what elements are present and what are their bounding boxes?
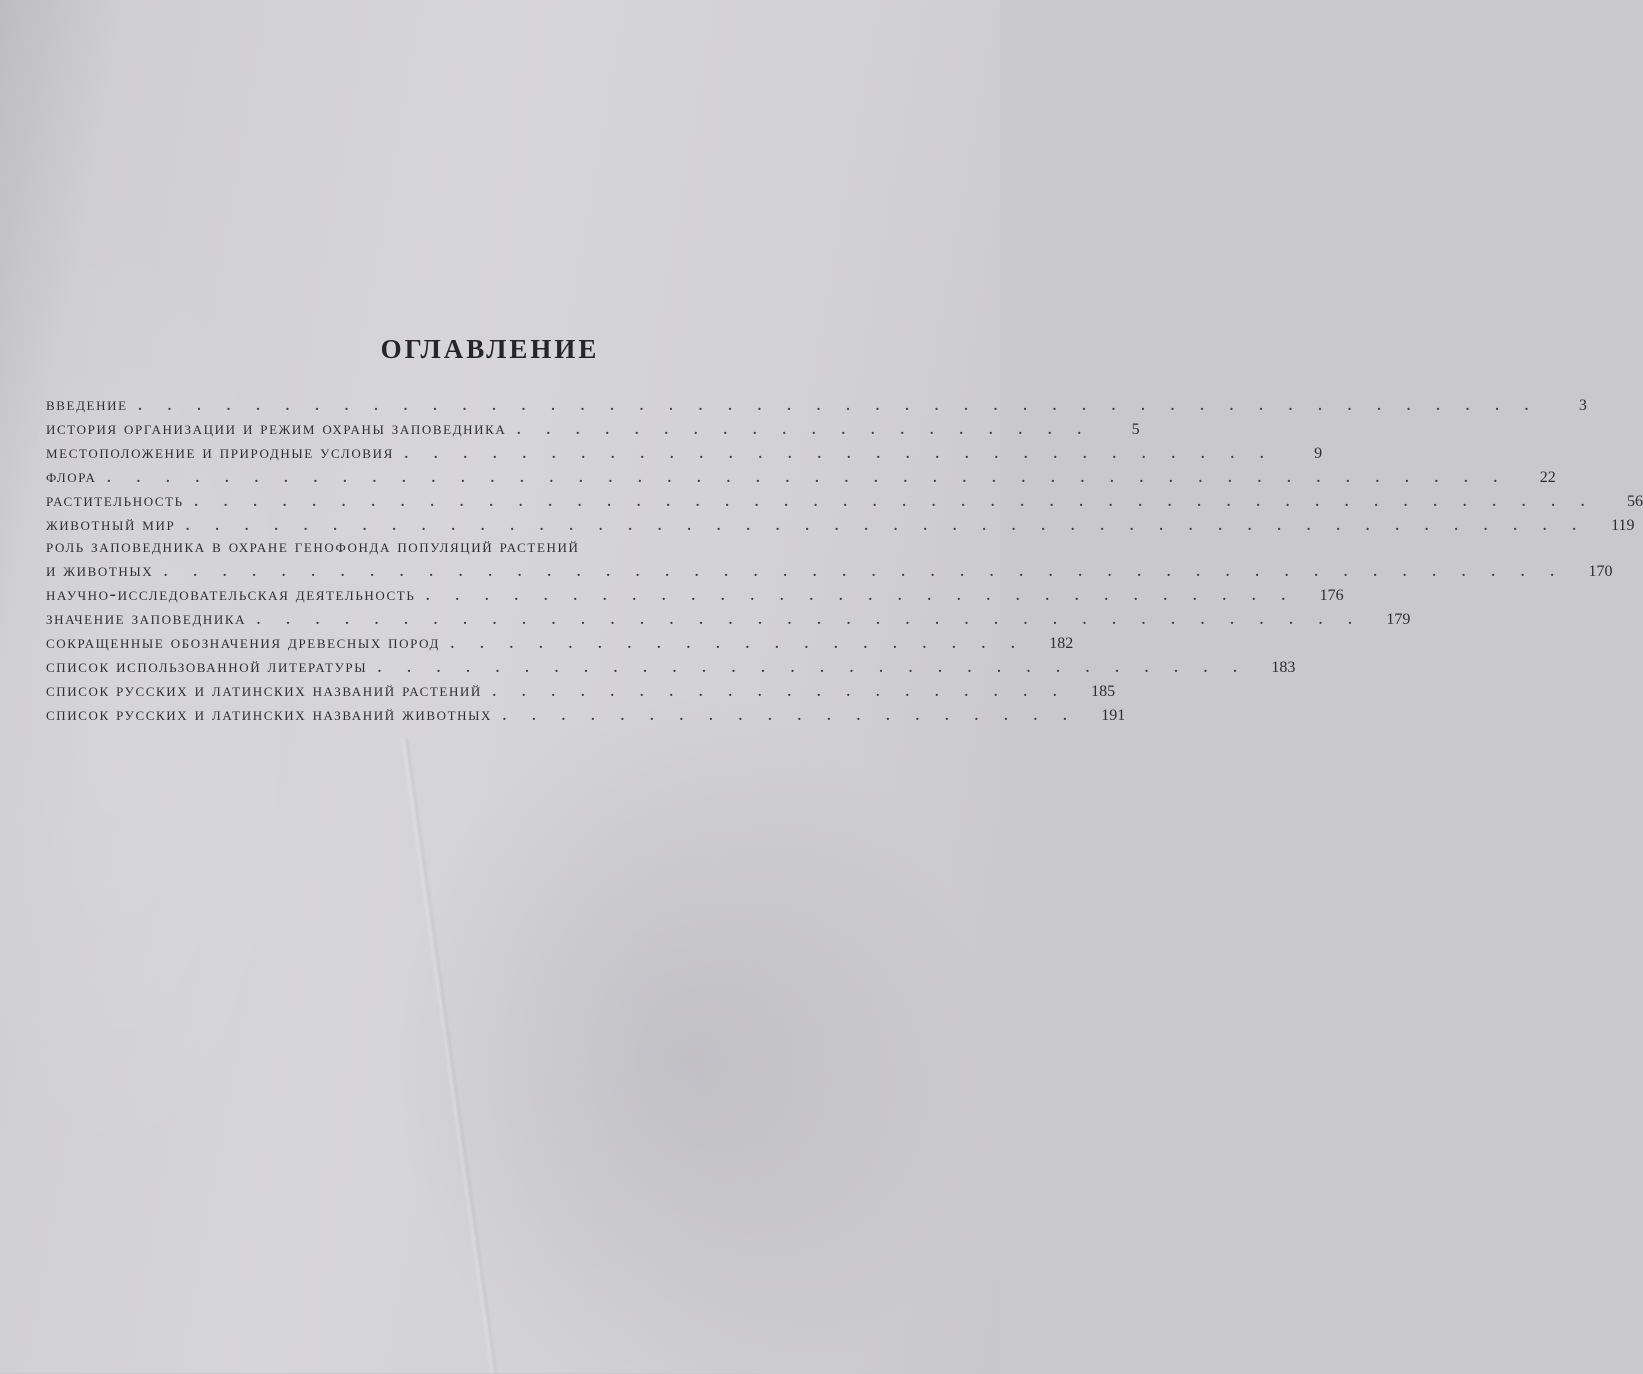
toc-entry-title-continued: и животных xyxy=(46,560,154,581)
leader-dots: . . . . . . . . . . . . . . . . . . . . . . . . . . . . . . . . . . . . . . . . . . . . . . . . xyxy=(137,394,1539,415)
toc-entry-title: сокращенные обозначения древесных пород xyxy=(46,632,440,653)
leader-dots: . . . . . . . . . . . . . . . . . . . . . . . . . . . . . . . . . . . . . . xyxy=(256,608,1363,629)
toc-entry-location xyxy=(46,440,1323,464)
toc-entry-genepool-line2 xyxy=(46,558,1613,582)
toc-entry-page: 5 xyxy=(1131,421,1140,438)
toc-entry-fauna xyxy=(46,512,1635,536)
toc-entry-page: 56 xyxy=(1626,493,1643,510)
toc-entry-title: список русских и латинских названий растений xyxy=(46,680,482,701)
toc-entry-page: 183 xyxy=(1271,659,1296,676)
toc-entry-significance xyxy=(46,606,1411,630)
toc-entry-page: 170 xyxy=(1588,563,1613,580)
toc-entry-title: значение заповедника xyxy=(46,608,247,629)
leader-dots: . . . . . . . . . . . . . . . . . . . . xyxy=(502,704,1078,725)
toc-entry-introduction xyxy=(46,392,1587,416)
toc-entry-page: 182 xyxy=(1049,635,1074,652)
toc-entry-history xyxy=(46,416,1140,440)
leader-dots: . . . . . . . . . . . . . . . . . . . . xyxy=(449,632,1026,653)
toc-entry-title: научно-исследовательская деятельность xyxy=(46,584,416,605)
paper-fold xyxy=(400,739,499,1374)
leader-dots: . . . . . . . . . . . . . . . . . . . . . . . . . . . . . . xyxy=(377,656,1248,677)
toc-entry-title: список русских и латинских названий животных xyxy=(46,704,493,725)
toc-entry-animal-names xyxy=(46,702,1126,726)
toc-entry-abbreviations xyxy=(46,630,1074,654)
toc-entry-literature xyxy=(46,654,1296,678)
toc-entry-title: флора xyxy=(46,466,97,487)
leader-dots: . . . . . . . . . . . . . . . . . . . . . . . . . . . . . . xyxy=(425,584,1296,605)
leader-dots: . . . . . . . . . . . . . . . . . . . . . . . . . . . . . . . . . . . . . . . . . . . . . . . . xyxy=(106,466,1508,487)
toc-entry-vegetation xyxy=(46,488,1643,512)
toc-entry-plant-names xyxy=(46,678,1116,702)
table-of-contents xyxy=(46,392,1643,726)
toc-entry-title: история организации и режим охраны заповедника xyxy=(46,418,507,439)
toc-entry-genepool-line1 xyxy=(46,536,930,558)
page-title: ОГЛАВЛЕНИЕ xyxy=(380,334,600,364)
leader-dots: . . . . . . . . . . . . . . . . . . . . . . . . . . . . . . xyxy=(403,442,1275,463)
toc-entry-flora xyxy=(46,464,1556,488)
toc-entry-research xyxy=(46,582,1344,606)
leader-dots: . . . . . . . . . . . . . . . . . . . . xyxy=(516,418,1092,439)
toc-entry-title: роль заповедника в охране генофонда популяций растений xyxy=(46,536,580,557)
leader-dots: . . . . . . . . . . . . . . . . . . . . xyxy=(491,680,1068,701)
toc-entry-page: 119 xyxy=(1611,517,1635,534)
toc-entry-title: животный мир xyxy=(46,514,176,535)
leader-dots: . . . . . . . . . . . . . . . . . . . . . . . . . . . . . . . . . . . . . . . . . . . . . . . . xyxy=(163,560,1565,581)
toc-entry-page: 9 xyxy=(1314,445,1323,462)
toc-entry-page: 185 xyxy=(1091,683,1116,700)
toc-entry-title: введение xyxy=(46,394,128,415)
toc-entry-title: список использованной литературы xyxy=(46,656,368,677)
toc-entry-title: растительность xyxy=(46,490,184,511)
toc-entry-title: местоположение и природные условия xyxy=(46,442,394,463)
toc-entry-page: 176 xyxy=(1319,587,1344,604)
leader-dots: . . . . . . . . . . . . . . . . . . . . . . . . . . . . . . . . . . . . . . . . . . . . . . . . xyxy=(185,514,1587,535)
toc-entry-page: 191 xyxy=(1101,707,1126,724)
toc-entry-page: 3 xyxy=(1578,397,1587,414)
toc-entry-page: 179 xyxy=(1386,611,1411,628)
leader-dots: . . . . . . . . . . . . . . . . . . . . . . . . . . . . . . . . . . . . . . . . . . . . . . . . xyxy=(193,490,1595,511)
toc-entry-page: 22 xyxy=(1539,469,1556,486)
